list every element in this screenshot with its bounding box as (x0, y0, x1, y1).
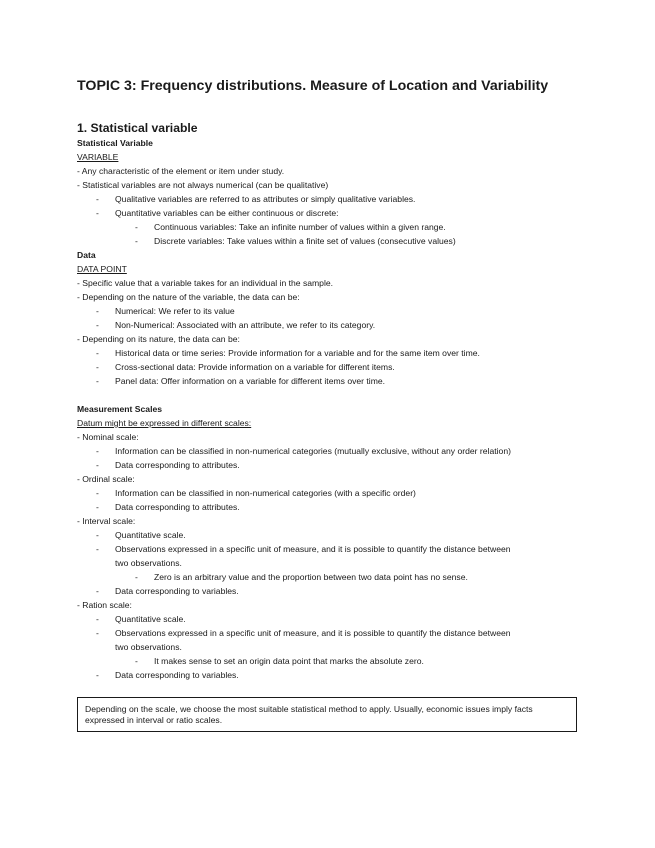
bullet-item: Observations expressed in a specific unit of measure, and it is possible to quantify the distance between (115, 628, 511, 638)
bullet-dash: - (96, 348, 99, 358)
note-box (77, 697, 577, 732)
bullet-item: Continuous variables: Take an infinite number of values within a given range. (154, 222, 446, 232)
bullet-item: It makes sense to set an origin data point that marks the absolute zero. (154, 656, 424, 666)
bullet-dash: - (96, 544, 99, 554)
bullet-item: Discrete variables: Take values within a finite set of values (consecutive values) (154, 236, 456, 246)
bullet-item: Observations expressed in a specific unit of measure, and it is possible to quantify the distance between (115, 544, 511, 554)
bullet-item: Zero is an arbitrary value and the proportion between two data point has no sense. (154, 572, 468, 582)
bullet-dash: - (96, 586, 99, 596)
bullet-dash: - (96, 530, 99, 540)
subheading-measurement-scales: Measurement Scales (77, 404, 163, 414)
bullet-item: Quantitative variables can be either continuous or discrete: (115, 208, 339, 218)
bullet-dash: - (96, 446, 99, 456)
bullet-dash: - (96, 376, 99, 386)
bullet-item: Historical data or time series: Provide information for a variable and for the same item over time. (115, 348, 480, 358)
text-line: - Depending on the nature of the variable, the data can be: (77, 292, 300, 302)
bullet-item: Data corresponding to variables. (115, 586, 239, 596)
bullet-dash: - (96, 502, 99, 512)
bullet-dash: - (96, 362, 99, 372)
subheading-statistical-variable: Statistical Variable (77, 138, 153, 148)
text-line: - Statistical variables are not always numerical (can be qualitative) (77, 180, 329, 190)
bullet-item-continuation: two observations. (115, 642, 182, 652)
bullet-dash: - (96, 306, 99, 316)
bullet-dash: - (96, 488, 99, 498)
bullet-dash: - (96, 614, 99, 624)
bullet-item: Non-Numerical: Associated with an attribute, we refer to its category. (115, 320, 376, 330)
section-heading: 1. Statistical variable (77, 121, 198, 135)
note-text: Depending on the scale, we choose the most suitable statistical method to apply. Usually, economic issues imply facts expressed in interval or ratio scales. (85, 704, 533, 725)
bullet-item: Panel data: Offer information on a variable for different items over time. (115, 376, 386, 386)
bullet-dash: - (135, 572, 138, 582)
bullet-dash: - (96, 460, 99, 470)
bullet-item: Cross-sectional data: Provide information on a variable for different items. (115, 362, 395, 372)
scale-label-ration: - Ration scale: (77, 600, 132, 610)
text-line: - Specific value that a variable takes for an individual in the sample. (77, 278, 334, 288)
bullet-dash: - (96, 320, 99, 330)
subheading-data: Data (77, 250, 96, 260)
page-title: TOPIC 3: Frequency distributions. Measure of Location and Variability (77, 78, 549, 94)
scale-label-interval: - Interval scale: (77, 516, 136, 526)
scale-label-nominal: - Nominal scale: (77, 432, 139, 442)
bullet-item: Quantitative scale. (115, 614, 186, 624)
bullet-dash: - (135, 222, 138, 232)
bullet-item-continuation: two observations. (115, 558, 182, 568)
bullet-item: Data corresponding to attributes. (115, 502, 240, 512)
measurement-intro: Datum might be expressed in different scales: (77, 418, 252, 428)
bullet-item: Data corresponding to attributes. (115, 460, 240, 470)
variable-label: VARIABLE (77, 152, 119, 162)
bullet-dash: - (135, 656, 138, 666)
bullet-item: Quantitative scale. (115, 530, 186, 540)
bullet-dash: - (96, 194, 99, 204)
bullet-item: Information can be classified in non-numerical categories (mutually exclusive, without any order relation) (115, 446, 511, 456)
scale-label-ordinal: - Ordinal scale: (77, 474, 135, 484)
bullet-dash: - (135, 236, 138, 246)
bullet-dash: - (96, 628, 99, 638)
text-line: - Depending on its nature, the data can be: (77, 334, 240, 344)
bullet-item: Numerical: We refer to its value (115, 306, 235, 316)
bullet-dash: - (96, 208, 99, 218)
bullet-item: Information can be classified in non-numerical categories (with a specific order) (115, 488, 416, 498)
text-line: - Any characteristic of the element or item under study. (77, 166, 285, 176)
data-point-label: DATA POINT (77, 264, 127, 274)
bullet-item: Data corresponding to variables. (115, 670, 239, 680)
bullet-item: Qualitative variables are referred to as attributes or simply qualitative variables. (115, 194, 416, 204)
bullet-dash: - (96, 670, 99, 680)
